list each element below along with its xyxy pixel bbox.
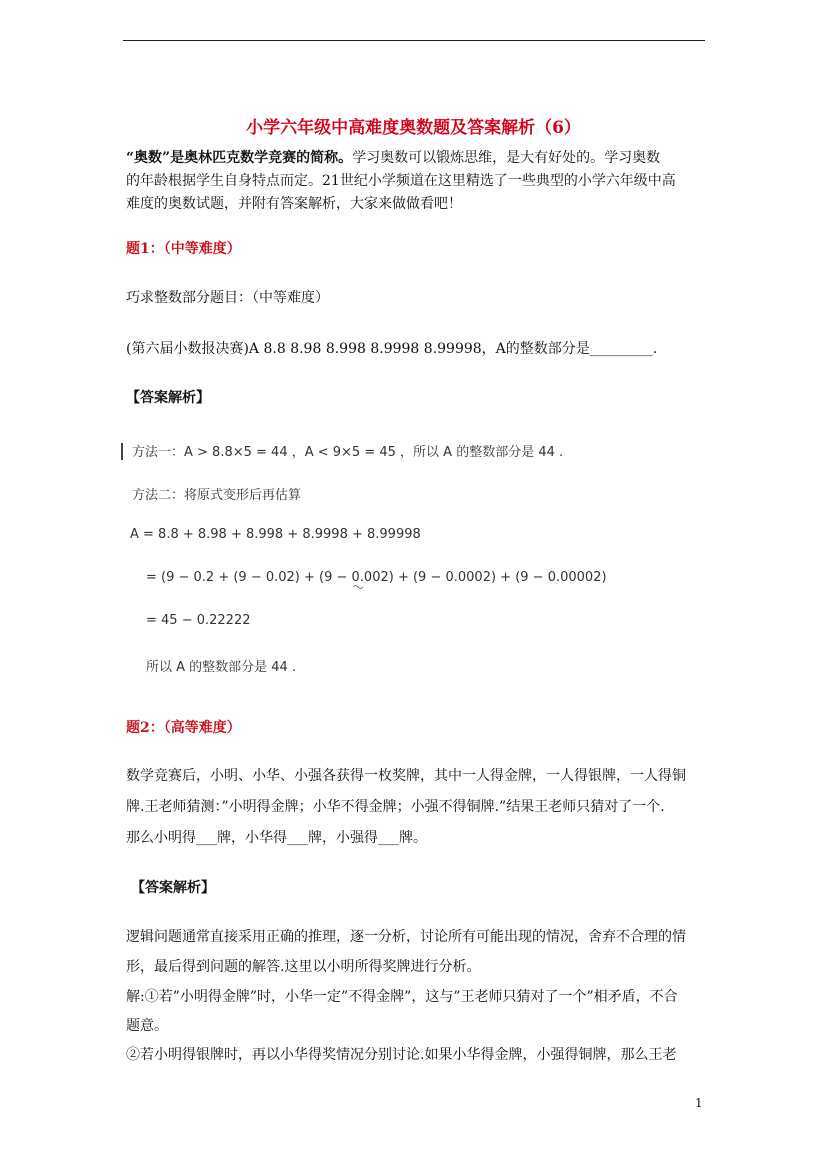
q1-heading: 题1：（中等难度） <box>126 241 241 257</box>
q1-equation-2: = (9 − 0.2 + (9 − 0.02) + (9 − 0.002) + (9 − 0.0002) + (9 − 0.00002) <box>146 570 607 585</box>
q2-answer-line-2: 形，最后得到问题的解答.这里以小明所得奖牌进行分析。 <box>126 959 481 975</box>
q2-answer-line-4: 题意。 <box>126 1018 168 1034</box>
q1-method-2: 方法二：将原式变形后再估算 <box>132 488 302 503</box>
squiggle-mark <box>353 584 363 590</box>
intro-line-1 <box>126 146 660 170</box>
q2-line-3: 那么小明得___牌，小华得___牌，小强得___牌。 <box>126 830 427 846</box>
q1-answer-label: 【答案解析】 <box>126 390 210 406</box>
q2-line-1: 数学竞赛后，小明、小华、小强各获得一枚奖牌，其中一人得金牌，一人得银牌，一人得铜 <box>126 768 686 784</box>
page-number: 1 <box>695 1096 703 1110</box>
q2-answer-line-1: 逻辑问题通常直接采用正确的推理，逐一分析，讨论所有可能出现的情况，舍弃不合理的情 <box>126 929 686 945</box>
intro-bold: “奥数”是奥林匹克数学竞赛的简称。 <box>126 150 353 166</box>
page-title: 小学六年级中高难度奥数题及答案解析（6） <box>246 118 581 138</box>
intro-line-2: 的年龄根据学生自身特点而定。21世纪小学频道在这里精选了一些典型的小学六年级中高 <box>126 173 676 189</box>
q2-answer-label: 【答案解析】 <box>131 880 215 896</box>
q2-line-2: 牌.王老师猜测：”小明得金牌；小华不得金牌；小强不得铜牌.”结果王老师只猜对了一个. <box>126 799 665 815</box>
q1-method-1: 方法一：A > 8.8×5 = 44 ，A < 9×5 = 45 ，所以 A 的整数部分是 44 . <box>132 445 564 460</box>
intro-line-3: 难度的奥数试题，并附有答案解析，大家来做做看吧！ <box>126 196 462 212</box>
q1-equation-3: = 45 − 0.22222 <box>146 613 251 628</box>
q2-answer-line-5: ②若小明得银牌时，再以小华得奖情况分别讨论.如果小华得金牌，小强得铜牌，那么王老 <box>126 1047 677 1063</box>
q2-answer-line-3: 解:①若”小明得金牌”时，小华一定”不得金牌”，这与”王老师只猜对了一个”相矛盾，不合 <box>126 989 678 1005</box>
q1-line-2: (第六届小数报决赛)A 8.8 8.98 8.998 8.9998 8.99998，A的整数部分是_________. <box>126 341 658 357</box>
cursor-bar <box>121 443 123 460</box>
q1-equation-1: A = 8.8 + 8.98 + 8.998 + 8.9998 + 8.99998 <box>130 527 421 542</box>
q1-line-1: 巧求整数部分题目：（中等难度） <box>126 290 329 306</box>
intro-line-1-rest: 学习奥数可以锻炼思维，是大有好处的。学习奥数 <box>352 150 661 166</box>
q2-heading: 题2：（高等难度） <box>126 720 241 736</box>
header-rule <box>123 40 705 41</box>
q1-conclusion: 所以 A 的整数部分是 44 . <box>146 660 297 675</box>
